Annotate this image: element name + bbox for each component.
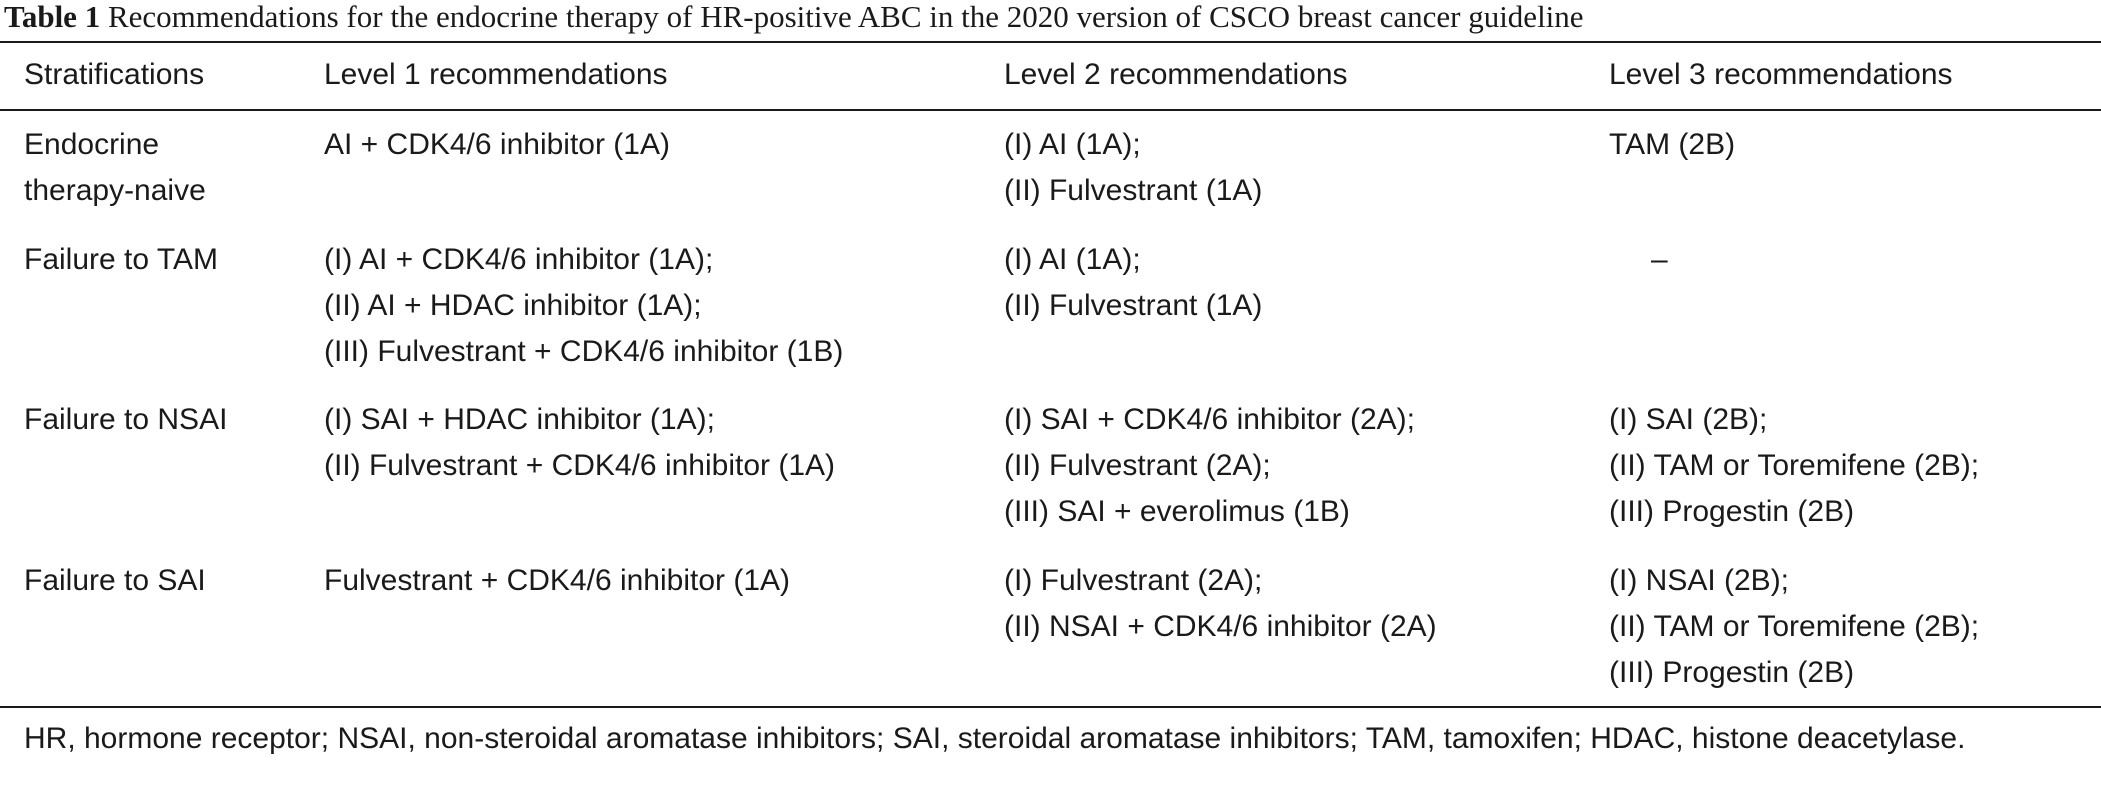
cell-line: therapy-naive [24, 174, 206, 207]
cell-line: (III) Progestin (2B) [1609, 495, 1855, 528]
row-3-stratification [24, 397, 227, 443]
row-2-level-1 [324, 237, 843, 375]
row-1-level-2 [1004, 122, 1262, 214]
cell-line: (II) TAM or Toremifene (2B); [1609, 449, 1980, 482]
cell-line: (I) NSAI (2B); [1609, 564, 1790, 597]
row-4-level-3 [1609, 558, 1979, 696]
table-caption-text: Recommendations for the endocrine therapy of HR-positive ABC in the 2020 version of CSCO breast cancer guideline [107, 0, 1584, 34]
row-4-level-2 [1004, 558, 1437, 650]
cell-line: – [1651, 243, 1668, 276]
cell-line: (II) AI + HDAC inhibitor (1A); [324, 289, 702, 322]
cell-line: (I) SAI + HDAC inhibitor (1A); [324, 403, 715, 436]
cell-line: (II) Fulvestrant (1A) [1004, 174, 1263, 207]
cell-line: (III) SAI + everolimus (1B) [1004, 495, 1350, 528]
row-1-level-1 [324, 122, 670, 168]
cell-line: (II) Fulvestrant + CDK4/6 inhibitor (1A) [324, 449, 836, 482]
row-4-stratification [24, 558, 206, 604]
cell-line: Endocrine [24, 128, 160, 161]
table-footnote: HR, hormone receptor; NSAI, non-steroidal aromatase inhibitors; SAI, steroidal aromatase inhibitors; TAM, tamoxifen; HDAC, histone deacetylase. [24, 722, 1966, 755]
cell-line: (II) Fulvestrant (2A); [1004, 449, 1271, 482]
table-caption-label: Table 1 [4, 0, 101, 34]
cell-line: Failure to NSAI [24, 403, 228, 436]
header-level-3: Level 3 recommendations [1609, 58, 1953, 91]
cell-line: (II) Fulvestrant (1A) [1004, 289, 1263, 322]
cell-line: Failure to TAM [24, 243, 218, 276]
cell-line: (I) SAI (2B); [1609, 403, 1768, 436]
cell-line: (I) AI (1A); [1004, 128, 1141, 161]
row-1-stratification [24, 122, 206, 214]
header-level-1: Level 1 recommendations [324, 58, 668, 91]
header-stratifications: Stratifications [24, 58, 205, 91]
cell-line: (I) Fulvestrant (2A); [1004, 564, 1263, 597]
cell-line: (III) Progestin (2B) [1609, 656, 1855, 689]
row-3-level-3 [1609, 397, 1979, 535]
row-2-level-2 [1004, 237, 1262, 329]
row-3-level-1 [324, 397, 835, 489]
cell-line: (I) SAI + CDK4/6 inhibitor (2A); [1004, 403, 1415, 436]
row-2-level-3 [1651, 237, 1668, 283]
cell-line: (II) TAM or Toremifene (2B); [1609, 610, 1980, 643]
row-2-stratification [24, 237, 218, 283]
cell-line: (III) Fulvestrant + CDK4/6 inhibitor (1B) [324, 335, 844, 368]
row-4-level-1 [324, 558, 790, 604]
row-3-level-2 [1004, 397, 1415, 535]
row-1-level-3 [1609, 122, 1735, 168]
cell-line: Fulvestrant + CDK4/6 inhibitor (1A) [324, 564, 791, 597]
cell-line: (I) AI (1A); [1004, 243, 1141, 276]
cell-line: (I) AI + CDK4/6 inhibitor (1A); [324, 243, 714, 276]
cell-line: (II) NSAI + CDK4/6 inhibitor (2A) [1004, 610, 1437, 643]
header-level-2: Level 2 recommendations [1004, 58, 1348, 91]
cell-line: Failure to SAI [24, 564, 206, 597]
cell-line: AI + CDK4/6 inhibitor (1A) [324, 128, 670, 161]
cell-line: TAM (2B) [1609, 128, 1736, 161]
